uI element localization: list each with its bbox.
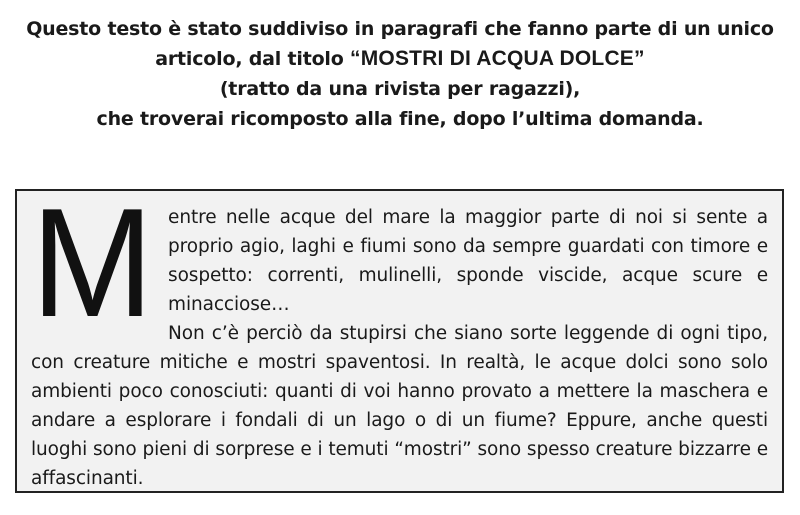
article-title: “MOSTRI DI ACQUA DOLCE” <box>350 47 645 70</box>
intro-text <box>0 14 800 134</box>
intro-line-1: Questo testo è stato suddiviso in paragrafi che fanno parte di un unico <box>26 18 774 40</box>
intro-line-4: che troverai ricomposto alla fine, dopo l’ultima domanda. <box>96 108 704 130</box>
intro-line-2 <box>0 44 800 74</box>
article-paragraph-2: Non c’è perciò da stupirsi che siano sorte leggende di ogni tipo, con creature mitiche e mostri spaventosi. In realtà, le acque dolci sono solo ambienti poco conosciuti: quanti di voi hanno provato a mettere la maschera e andare a esplorare i fondali di un lago o di un fiume? Eppure, anche questi luoghi sono pieni di sorprese e i temuti “mostri” sono spesso creature bizzarre e affascinanti. <box>31 323 768 489</box>
article-box <box>15 176 784 493</box>
intro-line-2-prefix: articolo, dal titolo <box>155 48 351 70</box>
intro-line-3: (tratto da una rivista per ragazzi), <box>219 78 581 100</box>
drop-cap: M <box>31 176 154 349</box>
article-paragraph-1: entre nelle acque del mare la maggior parte di noi si sente a proprio agio, laghi e fiumi sono da sempre guardati con timore e sospetto: correnti, mulinelli, sponde viscide, acque scure e minacciose… <box>168 207 768 315</box>
